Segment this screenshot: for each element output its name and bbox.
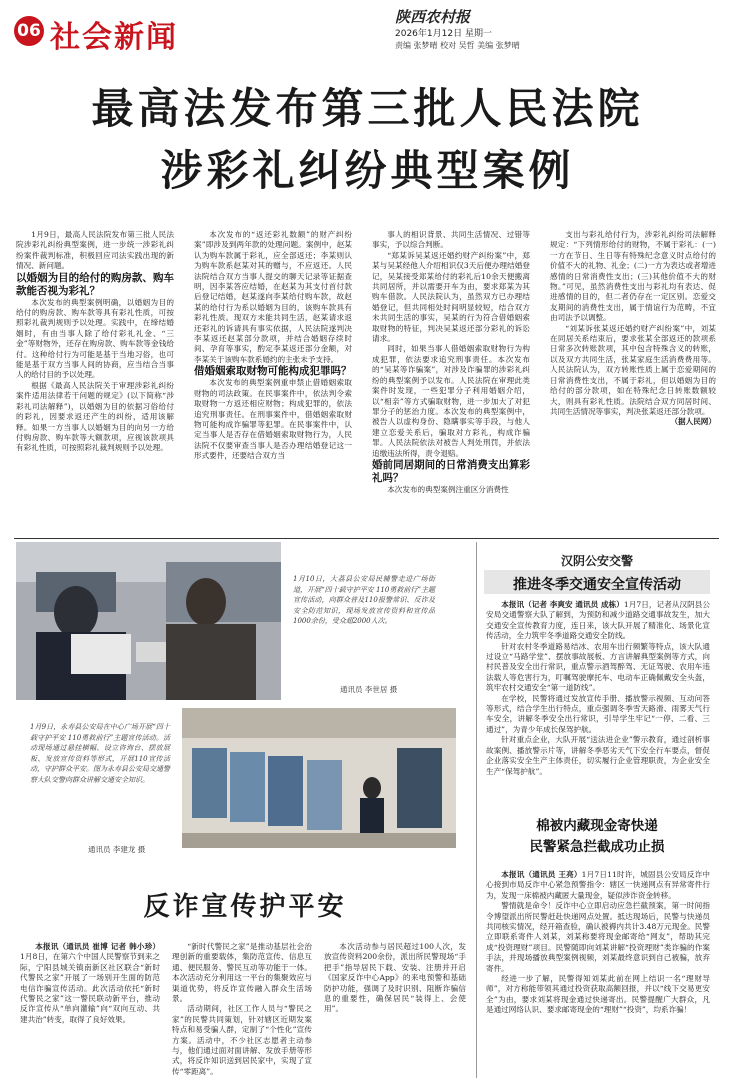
lead-source-credit: （据人民网） [670, 417, 716, 427]
traffic-paragraph: 1月7日，记者从汉阴县公安局交通警察大队了解到，为预防和减少道路交通事故发生，加大交通安全宣传教育力度，连日来，该大队开展了精准化、场景化宣传活动，全力筑牢冬季道路交通安全防线。 [486, 600, 710, 641]
antifraud-paragraph: 1月8日，在第六个中国人民警察节到来之际，宁阳县城关镇南新区社区联合“新时代警民之家”开展了一场别开生面的防范电信诈骗宣传活动。此次活动依托“新时代警民之家”这一警民联动新平台，推动反诈宣传从“单向灌输”向“双向互动、共建共治”转变，取得了良好效果。 [20, 952, 160, 1024]
lead-headline-line2: 涉彩礼纠纷典型案例 [160, 146, 575, 195]
section-divider [14, 538, 719, 539]
lead-paragraph: 根据《最高人民法院关于审理涉彩礼纠纷案件适用法律若干问题的规定》(以下简称“涉彩礼司法解释”)，以婚姻为目的依据习俗给付的彩礼，因要求返还产生的纠纷，适用该解释。如果一方当事人以婚姻为目的向另一方给付购房款、购车款等大额款项，应视该款项具有彩礼性质，可按照彩礼裁判规则予以处理。 [16, 380, 174, 453]
lead-paragraph: 同时，如果当事人借婚姻索取财物行为构成犯罪，依法要求追究刑事责任。本次发布的“吴某等诈骗案”，对涉及诈骗罪的涉彩礼纠纷的典型案例予以发布。人民法院在审理此类案件时发现，一些犯罪分子利用婚姻介绍，以“相亲”等方式骗取财物，进一步加大了对犯罪分子的惩治力度。本次发布的典型案例中，被告人以虚构身份、隐瞒事实等手段，与他人建立恋爱关系后，骗取对方彩礼，构成诈骗罪。人民法院依法对被告人判处刑罚，并依法追缴违法所得，责令退赔。 [372, 344, 530, 458]
lead-subhead-2: 借婚姻索取财物可能构成犯罪吗？ [194, 365, 352, 378]
photo2-caption: 1月9日，永寿县公安局在中心广场开展“四十载守护平安 110勇救前行”主题宣传活动。活动现场通过悬挂横幅、设立咨询台、摆放展板、发放宣传资料等形式，开展110宣传活动，守护群众平安。图为永寿县公安局交通警察大队交警向群众讲解交通安全知识。 [30, 723, 170, 784]
antifraud-paragraph: 活动期间，社区工作人员与“警民之家”的民警共同策划，针对辖区近期发案特点和易受骗人群，定制了“个性化”宣传方案。活动中，不少社区志愿者主动参与，他们通过面对面讲解、发放手册等形式，将反诈知识送到居民家中，实现了宣传“零距离”。 [172, 1004, 312, 1076]
photo1-credit: 通讯员 李世居 摄 [340, 685, 398, 694]
antifraud-paragraph: 本次活动参与居民超过100人次，发放宣传资料200余份，派出所民警现场“手把手”指导居民下载、安装、注册并开启《国家反诈中心App》的来电预警和基础防护功能，强调了及时识别、阻断诈骗信息的重要性，确保居民“装得上、会使用”。 [324, 942, 466, 1014]
lead-paragraph: 本次发布的典型案例注重区分消费性 [387, 484, 509, 494]
photo1-caption: 1月10日，大荔县公安局民辅警走进广场街道，开展“四十载守护平安 110勇救前行”主题宣传活动，向群众普及110报警常识、反诈及安全防范知识，现场发放宣传资料和宣传品1000余份，受众超2000人次。 [293, 575, 435, 625]
traffic-headline: 推进冬季交通安全宣传活动 [513, 577, 681, 593]
lead-paragraph: 支出与彩礼给付行为，涉彩礼纠纷司法解释规定：“下列情形给付的财物，不属于彩礼：(一)一方在节日、生日等有特殊纪念意义时点给付的价值不大的礼物、礼金；(二)一方为表达或者增进感情的日常消费性支出；(三)其他价值不大的财物。”可见，虽然消费性支出与彩礼均有表达、促进感情的目的，但二者仍存在一定区别。恋爱交友期间的消费性支出，属于情谊行为范畴，不宜由司法予以调整。 [550, 230, 716, 323]
traffic-body [486, 600, 710, 776]
antifraud-column-1 [20, 942, 160, 1078]
antifraud-byline: 本报讯（通讯员 崔博 记者 韩小珍） [35, 942, 160, 951]
traffic-byline: 本报讯（记者 李爽安 通讯员 成栋） [501, 600, 624, 609]
lead-paragraph: 本次发布的典型案例重申禁止借婚姻索取财物的司法政策。在民事案件中，依法判令索取财物一方返还相应财物；构成犯罪的，依法追究刑事责任。在刑事案件中，借婚姻索取财物可能构成诈骗罪等犯罪。在民事案件中，认定当事人是否存在借婚姻索取财物行为，人民法院不仅要审查当事人是否办理结婚登记这一形式要件，还要结合双方当 [194, 378, 352, 461]
lead-paragraph: 本次发布的典型案例明确，以婚姻为目的给付的购房款、购车款等具有彩礼性质，可按照彩礼裁判规则予以处理。实践中，在缔结婚姻时，有由当事人除了给付彩礼礼金、“三金”等财物外，还存在购房款、购车款等金钱给付。这种给付行为可能是基于当地习俗，也可能是基于双方当事人间的协商，应当结合当事人的给付目的予以处理。 [16, 297, 174, 380]
antifraud-column-3 [324, 942, 466, 1078]
lead-column-1 [16, 230, 174, 530]
editor-credits: 责编 张梦晴 校对 吴哲 美编 张梦晴 [395, 41, 520, 50]
lead-column-4 [550, 230, 716, 530]
lead-paragraph: “刘某诉张某返还婚约财产纠纷案”中，刘某在同居关系结束后，要求张某全部返还的款项系日常多次转账款项，其中包含特殊含义的转账，以及双方共同生活，张某家庭生活消费费用等。人民法院认为，双方转账性质上属于恋爱期间的日常消费性支出，不属于彩礼，但以婚姻为目的给付的部分款项，如在特殊纪念日转账数额较大，则具有彩礼性质。法院结合双方同居时间、共同生活情况等事实，判决张某返还部分款项。 [550, 323, 716, 416]
paper-name: 陕西农村报 [395, 8, 471, 26]
lead-column-2 [194, 230, 352, 530]
traffic-kicker: 汉阴公安交警 [560, 554, 633, 568]
fraudstop-byline: 本报讯（通讯员 王亮） [501, 870, 582, 879]
dateline: 2026年1月12日 星期一 [395, 29, 492, 39]
fraudstop-headline-2: 民警紧急拦截成功止损 [529, 839, 665, 855]
column-divider [476, 542, 477, 1078]
fraudstop-paragraph: 警情就是命令！反诈中心立即启动应急拦截预案，第一时间指令博望派出所民警赶赴快递网点处置。抵达现场后，民警与快递员共同核实情况，经开箱查验，确认被褥内共计3.48万元现金。民警立即联系寄件人刘某，刘某称要将现金邮寄给“网友”，帮助其完成“投资理财”项目。民警随即向刘某讲解“投资理财”类诈骗的作案手法，并现场播放典型案例视频，刘某最终意识到自己被骗，放弃寄件。 [486, 901, 710, 973]
fraudstop-paragraph: 1月7日11时许，城固县公安局反诈中心接到市局反诈中心紧急预警指令：辖区一快递网点有异常寄件行为，发现一床棉被内藏匿大量现金，疑似涉诈资金转移。 [486, 870, 710, 900]
fraudstop-body [486, 870, 710, 1078]
traffic-paragraph: 针对农村冬季道路易结冰、农用车出行频繁等特点，该大队通过设立“马路学堂”、摆放事故展板、方言讲解典型案例等方式，向村民普及安全出行常识，重点警示酒驾醉驾、无证驾驶、农用车违法载人等危害行为，叮嘱驾驶摩托车、电动车正确佩戴安全头盔，筑牢农村交通安全“第一道防线”。 [486, 641, 710, 693]
lead-subhead-1: 以婚姻为目的给付的购房款、购车款能否视为彩礼？ [16, 271, 174, 297]
photo2-credit: 通讯员 李建龙 摄 [88, 845, 146, 854]
masthead [14, 6, 719, 70]
section-title: 社会新闻 [50, 20, 178, 55]
lead-headline-line1: 最高法发布第三批人民法院 [91, 84, 644, 133]
fraudstop-paragraph: 经进一步了解，民警得知刘某此前在网上结识一名“理财导师”，对方称能带领其通过投资获取高额回报，并以“线下交易更安全”为由，要求刘某将现金通过快递寄出。民警提醒广大群众，凡是通过网络认识、要求邮寄现金的“理财”“投资”，均系诈骗！ [486, 974, 710, 1015]
page-number-badge: 06 [14, 16, 44, 46]
fraudstop-headline-1: 棉被内藏现金寄快递 [536, 818, 658, 834]
antifraud-headline: 反诈宣传护平安 [143, 892, 347, 922]
lead-paragraph: 1月9日，最高人民法院发布第三批人民法院涉彩礼纠纷典型案例，进一步统一涉彩礼纠纷案件裁判标准，积极回应司法实践出现的新情况、新问题。 [16, 230, 174, 271]
lead-subhead-3: 婚前同居期间的日常消费支出算彩礼吗？ [372, 458, 530, 484]
lead-paragraph: 事人的相识背景、共同生活情况、过错等事实，予以综合判断。 [372, 230, 530, 250]
antifraud-column-2 [172, 942, 312, 1078]
lead-column-3 [372, 230, 530, 530]
lead-paragraph: 本次发布的“返还彩礼数额”的财产纠纷案”即涉及到两年款的处理问题。案例中，赵某认为购车款属于彩礼，应全部返还；李某则认为购车款系赵某对其的赠与，不应返还。人民法院结合双方当事人提交的聊天记录等证据查明，因李某答应结婚，在赵某为其支付首付款后登记结婚，赵某遂向李某给付购车款，故赵某的给付行为系以婚姻为目的，该购车款具有彩礼性质。现双方未能共同生活，赵某请求返还彩礼的诉请具有事实依据，人民法院遂判决李某返还赵某部分款项，并结合婚姻存续时间、孕育等事实，酌定李某返还部分金额，对李某关于该购车款系婚约的主张未予支持。 [194, 230, 352, 364]
traffic-paragraph: 在学校，民警将通过发放宣传手册、播放警示视频、互动问答等形式，结合学生出行特点，重点强调冬季雪天路滑、雨雾天气行车安全，讲解冬季安全出行常识，引导学生牢记“一停、二看、三通过”，为青少年成长保驾护航。 [486, 693, 710, 734]
photo-police-outreach [16, 542, 281, 700]
traffic-paragraph: 针对重点企业，大队开展“送法进企业”警示教育，通过剖析事故案例、播放警示片等，讲解冬季恶劣天气下安全行车要点，督促企业落实安全生产主体责任，切实履行企业管理职责，为企业安全生产“保驾护航”。 [486, 735, 710, 776]
antifraud-paragraph: “新时代警民之家”是推动基层社会治理创新的重要载体，集防范宣传、信息互通、便民服务、警民互动等功能于一体。本次活动充分利用这一平台的集聚效应与渠道优势，将反诈宣传融入群众生活场景。 [172, 942, 312, 1004]
lead-paragraph: “郑某诉吴某返还婚约财产纠纷案”中，郑某与吴某经他人介绍相识仅3天后便办理结婚登记，吴某接受郑某给付的彩礼后10余天便搬离共同居所，并以需要开车为由，要求郑某为其购车借款。人民法院认为，虽然双方已办理结婚登记，但共同相处时间明显较短，结合双方未共同生活的事实，吴某的行为符合借婚姻索取财物的特征，判决吴某返还部分彩礼的诉讼请求。 [372, 250, 530, 344]
photo-exhibit-boards [182, 708, 456, 848]
